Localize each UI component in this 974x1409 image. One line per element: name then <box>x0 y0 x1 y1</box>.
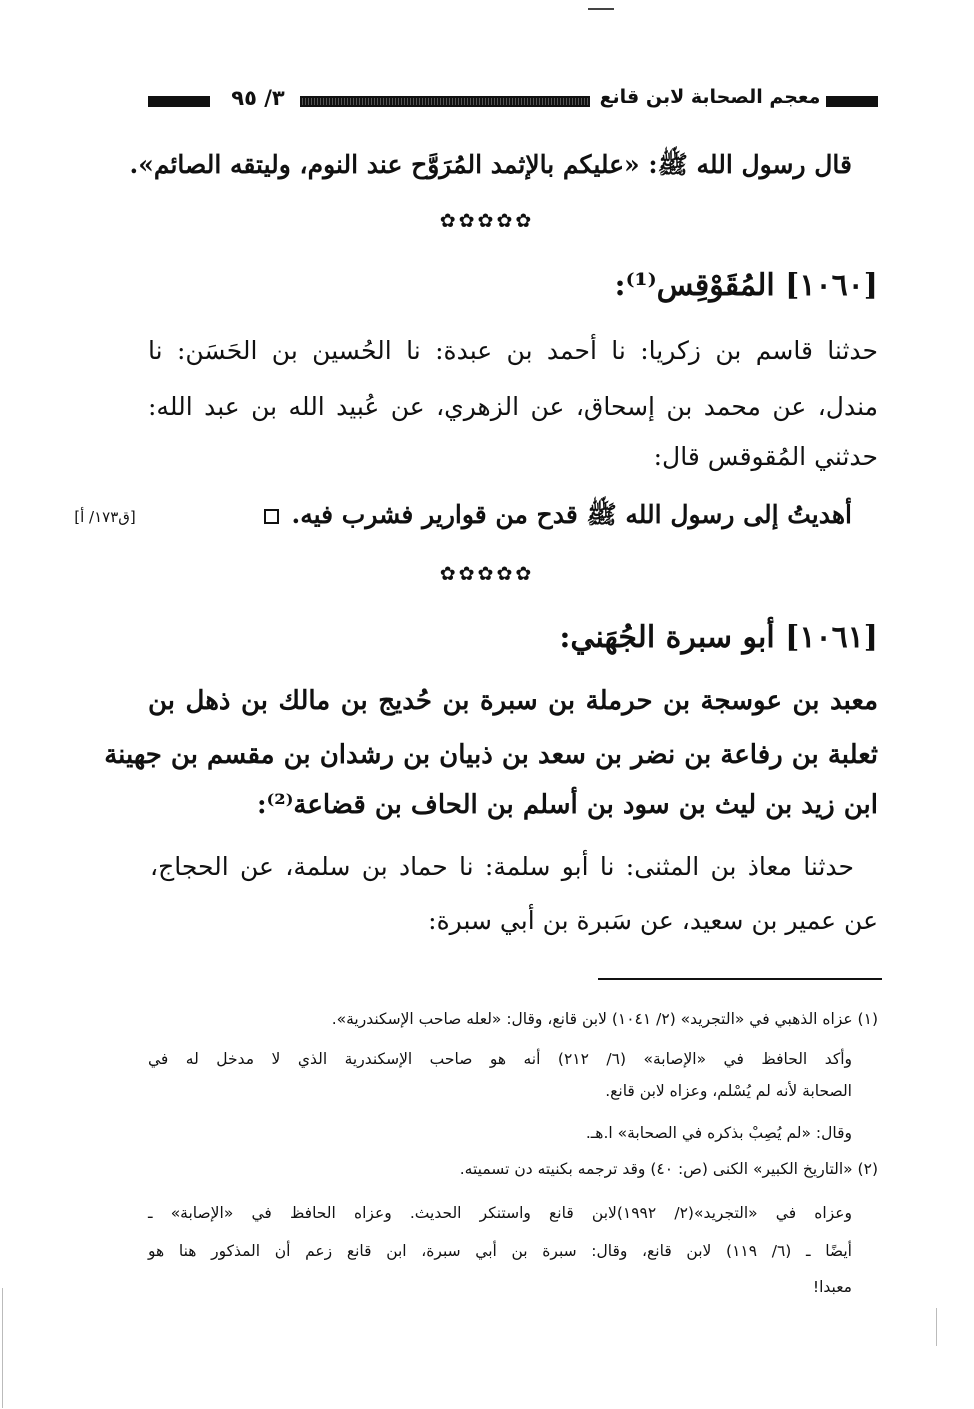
manuscript-folio-reference: [ق١٧٣/ أ] <box>74 508 136 526</box>
isnad-line: مندل، عن محمد بن إسحاق، عن الزهري، عن عُبيد الله بن عبد الله: <box>148 392 878 421</box>
footnote-line: وقال: «لم يُصِبْ بذكره في الصحابة» ا.هـ. <box>585 1124 852 1142</box>
lineage-line: ابن زيد بن ليث بن سود بن أسلم بن الحاف بن قضاعة⁽²⁾: <box>256 790 878 820</box>
footnote-line: وأكد الحافظ في «الإصابة» (٦/ ٢١٢) أنه هو صاحب الإسكندرية الذي لا مدخل له في <box>148 1050 853 1068</box>
running-header <box>148 88 878 112</box>
footnote-line: (٢) «التاريخ الكبير» الكنى (ص: ٤٠) وقد ترجمه بكنيته دن تسميته. <box>459 1160 878 1178</box>
hadith-matn: أهديتُ إلى رسول الله ﷺ قدح من قوارير فشرب فيه. <box>291 500 852 529</box>
header-bar-left <box>148 96 210 107</box>
header-bar-middle <box>300 96 590 107</box>
entry-heading: [١٠٦١] أبو سبرة الجُهَني: <box>559 620 878 655</box>
scan-edge-mark <box>2 1288 3 1408</box>
scan-edge-mark <box>936 1308 937 1346</box>
section-separator: ✿✿✿✿✿ <box>439 563 535 585</box>
footnote-line: أيضًا ـ (٦/ ١١٩) لابن قانع، وقال: سبرة بن أبي سبرة، ابن قانع زعم أن المذكور هنا هو <box>148 1242 852 1260</box>
footnote-line: (١) عزاه الذهبي في «التجريد» (٢/ ١٠٤١) لابن قانع، وقال: «لعله صاحب الإسكندرية». <box>331 1010 878 1028</box>
section-separator: ✿✿✿✿✿ <box>439 210 535 232</box>
lineage-line: ثعلبة بن رفاعة بن نضر بن سعد بن ذبيان بن رشدان بن مقسم بن جهينة <box>104 740 878 770</box>
isnad-line: حدثنا قاسم بن زكريا: نا أحمد بن عبدة: نا الحُسين بن الحَسَن: نا <box>148 336 878 365</box>
scan-mark <box>588 8 614 10</box>
book-title: معجم الصحابة لابن قانع <box>599 86 821 108</box>
hadith-text <box>264 498 852 532</box>
page-number: ٣/ ٩٥ <box>231 86 285 110</box>
previous-entry-ending: قال رسول الله ﷺ: «عليكم بالإثمد المُرَوَّح عند النوم، وليتقه الصائم». <box>129 150 852 179</box>
footnote-divider <box>598 978 882 980</box>
footnote-line: وعزاه في «التجريد»(٢/ ١٩٩٢)لابن قانع واستنكر الحديث. وعزاه الحافظ في «الإصابة» ـ <box>148 1204 852 1222</box>
end-of-hadith-icon <box>264 509 279 524</box>
footnote-line: الصحابة لأنه لم يُسْلم، وعزاه لابن قانع. <box>605 1082 852 1100</box>
header-bar-right <box>826 96 878 107</box>
isnad-line: حدثني المُقوقس قال: <box>653 442 878 471</box>
footnote-line: معبدا! <box>812 1278 852 1296</box>
isnad-line: حدثنا معاذ بن المثنى: نا أبو سلمة: نا حماد بن سلمة، عن الحجاج، <box>150 852 854 881</box>
entry-heading: [١٠٦٠] المُقَوْقِس⁽¹⁾: <box>614 268 878 303</box>
lineage-line: معبد بن عوسجة بن حرملة بن سبرة بن حُديج بن مالك بن ذهل بن <box>148 686 878 716</box>
isnad-line: عن عمير بن سعيد، عن سَبرة بن أبي سبرة: <box>428 906 878 935</box>
